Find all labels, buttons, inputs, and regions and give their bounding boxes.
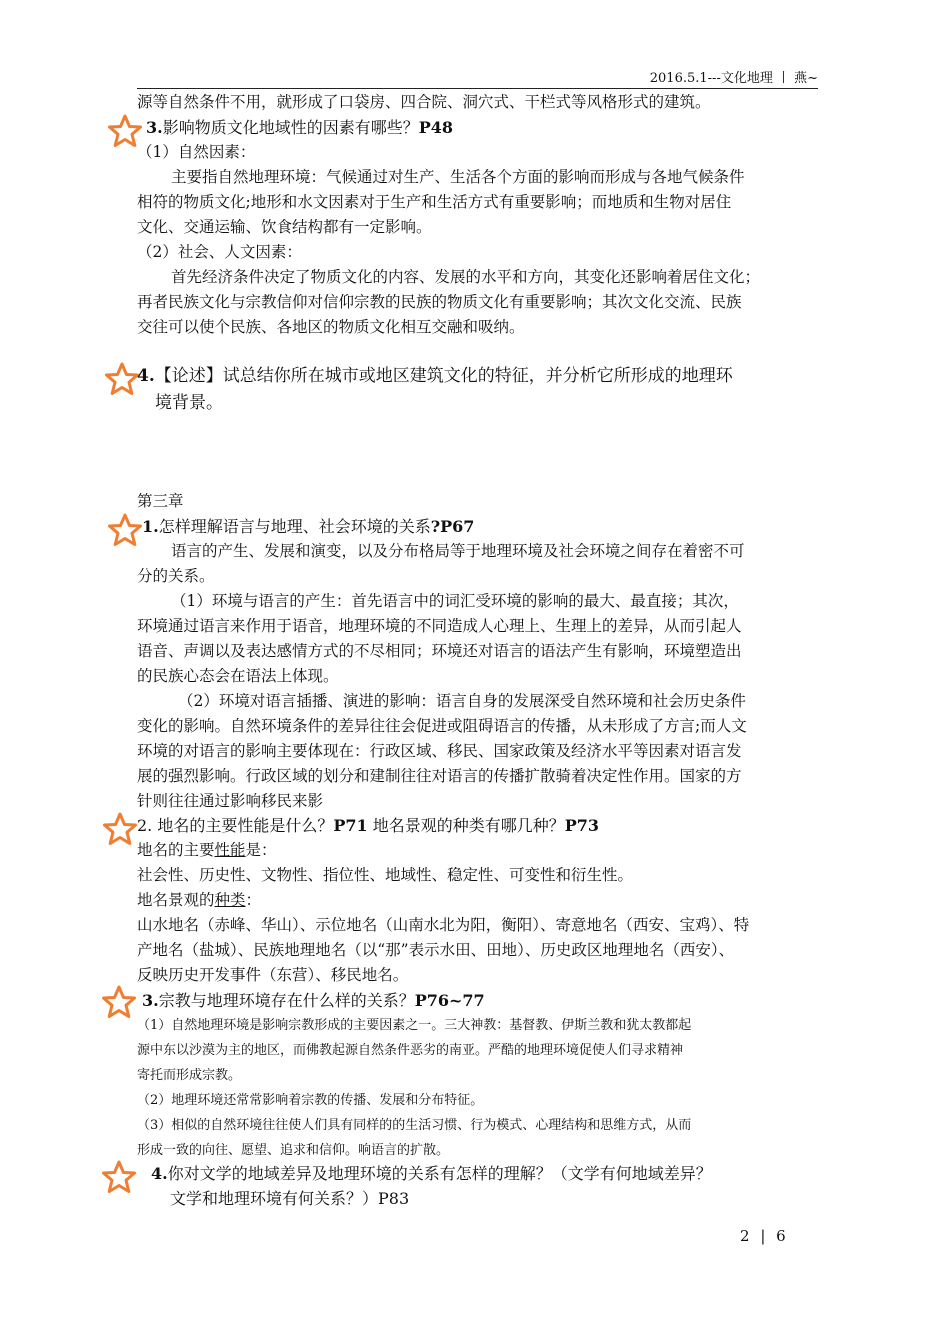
- text-line: 分的关系。: [137, 567, 215, 585]
- text-line: 地名景观的种类：: [137, 891, 262, 909]
- text-line: 再者民族文化与宗教信仰对信仰宗教的民族的物质文化有重要影响；其次文化交流、民族: [137, 293, 742, 311]
- star-icon: [105, 362, 139, 396]
- text-line: 反映历史开发事件（东营）、移民地名。: [137, 966, 409, 984]
- text-line: 交往可以使个民族、各地区的物质文化相互交融和吸纳。: [137, 318, 525, 336]
- page-current: 2: [740, 1227, 750, 1245]
- text-line: 源等自然条件不用，就形成了口袋房、四合院、洞穴式、干栏式等风格形式的建筑。: [137, 93, 711, 111]
- text-line: 语言的产生、发展和演变，以及分布格局等于地理环境及社会环境之间存在着密不可: [171, 542, 745, 560]
- text-line: （2）环境对语言插播、演进的影响：语言自身的发展深受自然环境和社会历史条件: [178, 692, 746, 710]
- question-heading: 2. 地名的主要性能是什么？P71 地名景观的种类有哪几种？P73: [137, 816, 600, 835]
- page-header: [137, 70, 818, 89]
- text-line: 文学和地理环境有何关系？）P83: [170, 1189, 410, 1208]
- question-heading: 4.你对文学的地域差异及地理环境的关系有怎样的理解？（文学有何地域差异？: [151, 1164, 712, 1183]
- question-heading: 1.怎样理解语言与地理、社会环境的关系?P67: [142, 517, 475, 536]
- text-line: 文化、交通运输、饮食结构都有一定影响。: [137, 218, 432, 236]
- text-line: （2）地理环境还常常影响着宗教的传播、发展和分布特征。: [137, 1093, 484, 1108]
- text-line: 产地名（盐城）、民族地理地名（以“那”表示水田、田地）、历史政区地理地名（西安）、: [137, 941, 735, 959]
- text-line: 源中东以沙漠为主的地区，而佛教起源自然条件恶劣的南亚。严酷的地理环境促使人们寻求精神: [137, 1043, 684, 1058]
- star-icon: [103, 812, 137, 846]
- text-line: 针则往往通过影响移民来影: [137, 792, 324, 810]
- text-line: 山水地名（赤峰、华山）、示位地名（山南水北为阳，衡阳）、寄意地名（西安、宝鸡）、特: [137, 916, 750, 934]
- text-line: 语音、声调以及表达感情方式的不尽相同；环境还对语言的语法产生有影响，环境塑造出: [137, 642, 742, 660]
- text-line: 主要指自然地理环境：气候通过对生产、生活各个方面的影响而形成与各地气候条件: [171, 168, 745, 186]
- question-heading: 3.宗教与地理环境存在什么样的关系？P76~77: [142, 991, 485, 1010]
- star-icon: [108, 513, 142, 547]
- star-icon: [102, 985, 136, 1019]
- page-total: 6: [776, 1227, 786, 1245]
- text-line: 相符的物质文化;地形和水文因素对于生产和生活方式有重要影响；而地质和生物对居住: [137, 193, 732, 211]
- text-line: 展的强烈影响。行政区域的划分和建制往往对语言的传播扩散骑着决定性作用。国家的方: [137, 767, 742, 785]
- text-line: （1）环境与语言的产生：首先语言中的词汇受环境的影响的最大、最直接；其次，: [171, 592, 739, 610]
- chapter-title: 第三章: [137, 492, 184, 510]
- question-heading: 3.影响物质文化地域性的因素有哪些？P48: [146, 118, 454, 137]
- page-separator: |: [760, 1227, 766, 1245]
- text-line: 环境通过语言来作用于语音，地理环境的不同造成人心理上、生理上的差异，从而引起人: [137, 617, 742, 635]
- text-line: 环境的对语言的影响主要体现在：行政区域、移民、国家政策及经济水平等因素对语言发: [137, 742, 742, 760]
- text-line: 寄托而形成宗教。: [137, 1068, 242, 1083]
- star-icon: [102, 1160, 136, 1194]
- text-line: 地名的主要性能是：: [137, 841, 277, 859]
- text-line: 境背景。: [155, 393, 223, 413]
- text-line: （2）社会、人文因素：: [137, 243, 302, 261]
- text-line: 变化的影响。自然环境条件的差异往往会促进或阻碍语言的传播，从未形成了方言;而人文: [137, 717, 747, 735]
- question-heading: 4.【论述】试总结你所在城市或地区建筑文化的特征，并分析它所形成的地理环: [137, 366, 733, 386]
- header-text: 2016.5.1---文化地理 丨 燕~: [649, 71, 818, 86]
- text-line: 首先经济条件决定了物质文化的内容、发展的水平和方向，其变化还影响着居住文化；: [171, 268, 761, 286]
- text-line: （1）自然因素：: [137, 143, 256, 161]
- text-line: 形成一致的向往、愿望、追求和信仰。响语言的扩散。: [137, 1143, 450, 1158]
- text-line: （1）自然地理环境是影响宗教形成的主要因素之一。三大神教：基督教、伊斯兰教和犹太教都起: [137, 1018, 692, 1033]
- page-number: [740, 1225, 786, 1247]
- text-line: （3）相似的自然环境往往使人们具有同样的的生活习惯、行为模式、心理结构和思维方式，从而: [137, 1118, 692, 1133]
- text-line: 的民族心态会在语法上体现。: [137, 667, 339, 685]
- text-line: 社会性、历史性、文物性、指位性、地域性、稳定性、可变性和衍生性。: [137, 866, 634, 884]
